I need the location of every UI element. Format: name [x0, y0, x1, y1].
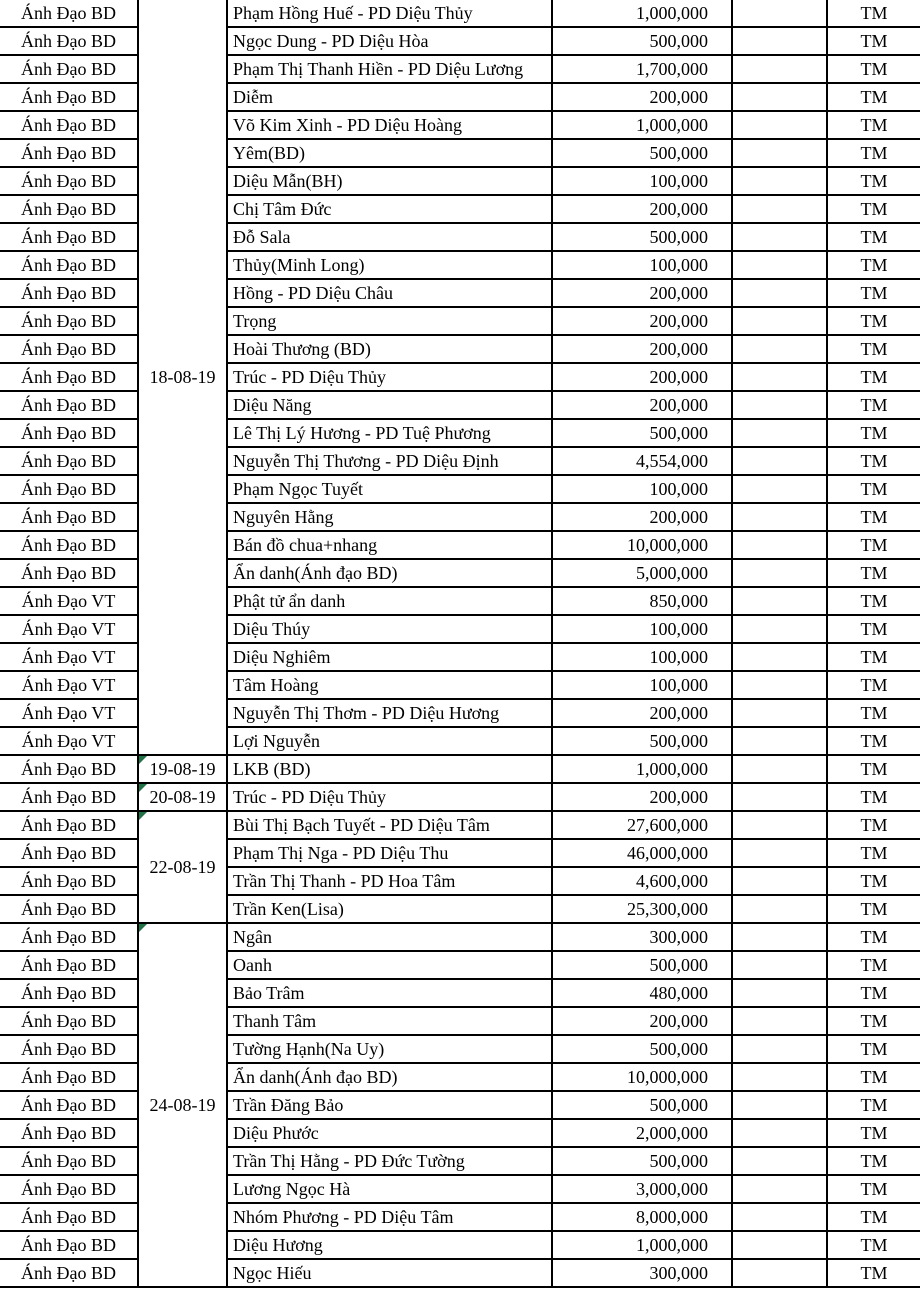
note-cell[interactable] — [733, 280, 828, 308]
group-cell[interactable]: Ánh Đạo BD — [0, 924, 139, 952]
table-row — [0, 224, 920, 252]
note-cell[interactable] — [733, 364, 828, 392]
amount-cell[interactable]: 200,000 — [553, 308, 733, 336]
note-cell[interactable] — [733, 84, 828, 112]
note-cell[interactable] — [733, 532, 828, 560]
amount-cell[interactable]: 27,600,000 — [553, 812, 733, 840]
amount-cell[interactable]: 4,554,000 — [553, 448, 733, 476]
payment-cell[interactable]: TM — [828, 728, 920, 756]
group-cell[interactable]: Ánh Đạo VT — [0, 700, 139, 728]
amount-cell[interactable]: 3,000,000 — [553, 1176, 733, 1204]
amount-cell[interactable]: 500,000 — [553, 728, 733, 756]
donor-cell[interactable]: Trúc - PD Diệu Thủy — [228, 364, 553, 392]
payment-cell[interactable]: TM — [828, 644, 920, 672]
date-label: 18-08-19 — [149, 367, 216, 387]
donor-cell[interactable]: Bùi Thị Bạch Tuyết - PD Diệu Tâm — [228, 812, 553, 840]
payment-cell[interactable]: TM — [828, 588, 920, 616]
table-row — [0, 672, 920, 700]
table-row — [0, 924, 920, 952]
note-cell[interactable] — [733, 420, 828, 448]
payment-cell[interactable]: TM — [828, 196, 920, 224]
note-cell[interactable] — [733, 140, 828, 168]
donor-cell[interactable]: Đỗ Sala — [228, 224, 553, 252]
payment-cell[interactable]: TM — [828, 1008, 920, 1036]
amount-cell[interactable]: 200,000 — [553, 336, 733, 364]
donor-cell[interactable]: Tâm Hoàng — [228, 672, 553, 700]
note-cell[interactable] — [733, 952, 828, 980]
donor-cell[interactable]: Tường Hạnh(Na Uy) — [228, 1036, 553, 1064]
donor-cell[interactable]: Diệu Hương — [228, 1232, 553, 1260]
error-flag-triangle-icon — [139, 784, 147, 792]
table-row — [0, 280, 920, 308]
group-cell[interactable]: Ánh Đạo BD — [0, 952, 139, 980]
note-cell[interactable] — [733, 0, 828, 28]
payment-cell[interactable]: TM — [828, 224, 920, 252]
group-cell[interactable]: Ánh Đạo BD — [0, 56, 139, 84]
group-cell[interactable]: Ánh Đạo BD — [0, 364, 139, 392]
amount-cell[interactable]: 500,000 — [553, 28, 733, 56]
amount-cell[interactable]: 500,000 — [553, 140, 733, 168]
donor-cell[interactable]: Ngân — [228, 924, 553, 952]
amount-cell[interactable]: 300,000 — [553, 924, 733, 952]
note-cell[interactable] — [733, 1092, 828, 1120]
amount-cell[interactable]: 500,000 — [553, 224, 733, 252]
table-row — [0, 784, 920, 812]
amount-cell[interactable]: 200,000 — [553, 784, 733, 812]
donor-cell[interactable]: Lương Ngọc Hà — [228, 1176, 553, 1204]
donor-cell[interactable]: LKB (BD) — [228, 756, 553, 784]
table-row — [0, 308, 920, 336]
table-row — [0, 420, 920, 448]
group-cell[interactable]: Ánh Đạo BD — [0, 1092, 139, 1120]
group-cell[interactable]: Ánh Đạo BD — [0, 504, 139, 532]
note-cell[interactable] — [733, 756, 828, 784]
group-cell[interactable]: Ánh Đạo BD — [0, 1008, 139, 1036]
note-cell[interactable] — [733, 560, 828, 588]
table-row — [0, 980, 920, 1008]
donor-cell[interactable]: Diệu Thúy — [228, 616, 553, 644]
group-cell[interactable]: Ánh Đạo BD — [0, 476, 139, 504]
donor-cell[interactable]: Phạm Ngọc Tuyết — [228, 476, 553, 504]
group-cell[interactable]: Ánh Đạo BD — [0, 448, 139, 476]
note-cell[interactable] — [733, 868, 828, 896]
table-row — [0, 112, 920, 140]
donor-cell[interactable]: Nhóm Phương - PD Diệu Tâm — [228, 1204, 553, 1232]
group-cell[interactable]: Ánh Đạo BD — [0, 756, 139, 784]
payment-cell[interactable]: TM — [828, 616, 920, 644]
amount-cell[interactable]: 1,700,000 — [553, 56, 733, 84]
table-row — [0, 1204, 920, 1232]
table-row — [0, 1064, 920, 1092]
donor-cell[interactable]: Trần Đăng Bảo — [228, 1092, 553, 1120]
note-cell[interactable] — [733, 392, 828, 420]
note-cell[interactable] — [733, 56, 828, 84]
payment-cell[interactable]: TM — [828, 448, 920, 476]
payment-cell[interactable]: TM — [828, 168, 920, 196]
payment-cell[interactable]: TM — [828, 840, 920, 868]
note-cell[interactable] — [733, 224, 828, 252]
amount-cell[interactable]: 500,000 — [553, 1092, 733, 1120]
table-row — [0, 392, 920, 420]
note-cell[interactable] — [733, 168, 828, 196]
date-cell[interactable] — [139, 924, 228, 1288]
table-row — [0, 336, 920, 364]
date-cell[interactable] — [139, 0, 228, 756]
amount-cell[interactable]: 500,000 — [553, 952, 733, 980]
table-row — [0, 504, 920, 532]
payment-cell[interactable]: TM — [828, 280, 920, 308]
group-cell[interactable]: Ánh Đạo VT — [0, 644, 139, 672]
table-row — [0, 1232, 920, 1260]
amount-cell[interactable]: 200,000 — [553, 280, 733, 308]
donor-cell[interactable]: Ngọc Dung - PD Diệu Hòa — [228, 28, 553, 56]
donor-cell[interactable]: Lê Thị Lý Hương - PD Tuệ Phương — [228, 420, 553, 448]
payment-cell[interactable]: TM — [828, 1260, 920, 1288]
amount-cell[interactable]: 500,000 — [553, 1036, 733, 1064]
table-row — [0, 84, 920, 112]
payment-cell[interactable]: TM — [828, 1232, 920, 1260]
amount-cell[interactable]: 4,600,000 — [553, 868, 733, 896]
table-row — [0, 868, 920, 896]
donor-cell[interactable]: Phạm Thị Nga - PD Diệu Thu — [228, 840, 553, 868]
date-label: 22-08-19 — [149, 857, 216, 877]
note-cell[interactable] — [733, 812, 828, 840]
note-cell[interactable] — [733, 308, 828, 336]
table-row — [0, 700, 920, 728]
payment-cell[interactable]: TM — [828, 784, 920, 812]
group-cell[interactable]: Ánh Đạo BD — [0, 868, 139, 896]
group-cell[interactable]: Ánh Đạo BD — [0, 280, 139, 308]
group-cell[interactable]: Ánh Đạo BD — [0, 224, 139, 252]
donor-cell[interactable]: Phạm Thị Thanh Hiền - PD Diệu Lương — [228, 56, 553, 84]
note-cell[interactable] — [733, 504, 828, 532]
table-row — [0, 812, 920, 840]
table-row — [0, 0, 920, 28]
group-cell[interactable]: Ánh Đạo BD — [0, 196, 139, 224]
donor-cell[interactable]: Nguyễn Thị Thơm - PD Diệu Hương — [228, 700, 553, 728]
table-row — [0, 140, 920, 168]
note-cell[interactable] — [733, 112, 828, 140]
donor-cell[interactable]: Ẩn danh(Ánh đạo BD) — [228, 560, 553, 588]
note-cell[interactable] — [733, 1176, 828, 1204]
donor-cell[interactable]: Trần Thị Thanh - PD Hoa Tâm — [228, 868, 553, 896]
amount-cell[interactable]: 200,000 — [553, 364, 733, 392]
group-cell[interactable]: Ánh Đạo BD — [0, 252, 139, 280]
group-cell[interactable]: Ánh Đạo BD — [0, 336, 139, 364]
group-cell[interactable]: Ánh Đạo BD — [0, 1204, 139, 1232]
amount-cell[interactable]: 200,000 — [553, 700, 733, 728]
payment-cell[interactable]: TM — [828, 756, 920, 784]
group-cell[interactable]: Ánh Đạo BD — [0, 980, 139, 1008]
note-cell[interactable] — [733, 924, 828, 952]
amount-cell[interactable]: 1,000,000 — [553, 1232, 733, 1260]
donor-cell[interactable]: Thủy(Minh Long) — [228, 252, 553, 280]
table-row — [0, 1148, 920, 1176]
payment-cell[interactable]: TM — [828, 84, 920, 112]
payment-cell[interactable]: TM — [828, 0, 920, 28]
note-cell[interactable] — [733, 728, 828, 756]
payment-cell[interactable]: TM — [828, 1148, 920, 1176]
payment-cell[interactable]: TM — [828, 112, 920, 140]
payment-cell[interactable]: TM — [828, 1176, 920, 1204]
table-row — [0, 756, 920, 784]
table-row — [0, 952, 920, 980]
amount-cell[interactable]: 1,000,000 — [553, 112, 733, 140]
date-cell[interactable] — [139, 784, 228, 812]
payment-cell[interactable]: TM — [828, 140, 920, 168]
note-cell[interactable] — [733, 672, 828, 700]
amount-cell[interactable]: 100,000 — [553, 252, 733, 280]
donor-cell[interactable]: Phật tử ẩn danh — [228, 588, 553, 616]
note-cell[interactable] — [733, 1036, 828, 1064]
amount-cell[interactable]: 200,000 — [553, 392, 733, 420]
table-row — [0, 476, 920, 504]
note-cell[interactable] — [733, 1148, 828, 1176]
group-cell[interactable]: Ánh Đạo BD — [0, 1176, 139, 1204]
note-cell[interactable] — [733, 1260, 828, 1288]
amount-cell[interactable]: 480,000 — [553, 980, 733, 1008]
donor-cell[interactable]: Thanh Tâm — [228, 1008, 553, 1036]
group-cell[interactable]: Ánh Đạo BD — [0, 896, 139, 924]
group-cell[interactable]: Ánh Đạo VT — [0, 616, 139, 644]
donor-cell[interactable]: Nguyễn Thị Thương - PD Diệu Định — [228, 448, 553, 476]
table-row — [0, 1092, 920, 1120]
donor-cell[interactable]: Chị Tâm Đức — [228, 196, 553, 224]
note-cell[interactable] — [733, 588, 828, 616]
donor-cell[interactable]: Hồng - PD Diệu Châu — [228, 280, 553, 308]
group-cell[interactable]: Ánh Đạo BD — [0, 560, 139, 588]
group-cell[interactable]: Ánh Đạo BD — [0, 532, 139, 560]
note-cell[interactable] — [733, 840, 828, 868]
donor-cell[interactable]: Diệu Phước — [228, 1120, 553, 1148]
date-label: 19-08-19 — [149, 759, 216, 779]
group-cell[interactable]: Ánh Đạo BD — [0, 112, 139, 140]
payment-cell[interactable]: TM — [828, 952, 920, 980]
payment-cell[interactable]: TM — [828, 812, 920, 840]
note-cell[interactable] — [733, 700, 828, 728]
amount-cell[interactable]: 100,000 — [553, 476, 733, 504]
table-row — [0, 448, 920, 476]
donor-cell[interactable]: Bán đồ chua+nhang — [228, 532, 553, 560]
amount-cell[interactable]: 25,300,000 — [553, 896, 733, 924]
amount-cell[interactable]: 10,000,000 — [553, 532, 733, 560]
table-row — [0, 588, 920, 616]
payment-cell[interactable]: TM — [828, 420, 920, 448]
date-cell[interactable] — [139, 756, 228, 784]
amount-cell[interactable]: 2,000,000 — [553, 1120, 733, 1148]
donor-cell[interactable]: Ẩn danh(Ánh đạo BD) — [228, 1064, 553, 1092]
amount-cell[interactable]: 10,000,000 — [553, 1064, 733, 1092]
table-row — [0, 196, 920, 224]
table-row — [0, 728, 920, 756]
group-cell[interactable]: Ánh Đạo VT — [0, 728, 139, 756]
note-cell[interactable] — [733, 1008, 828, 1036]
table-row — [0, 616, 920, 644]
amount-cell[interactable]: 1,000,000 — [553, 756, 733, 784]
table-row — [0, 1260, 920, 1288]
payment-cell[interactable]: TM — [828, 1036, 920, 1064]
donor-cell[interactable]: Trần Ken(Lisa) — [228, 896, 553, 924]
payment-cell[interactable]: TM — [828, 560, 920, 588]
payment-cell[interactable]: TM — [828, 252, 920, 280]
group-cell[interactable]: Ánh Đạo BD — [0, 1064, 139, 1092]
group-cell[interactable]: Ánh Đạo BD — [0, 392, 139, 420]
note-cell[interactable] — [733, 448, 828, 476]
donor-cell[interactable]: Diệu Năng — [228, 392, 553, 420]
payment-cell[interactable]: TM — [828, 868, 920, 896]
amount-cell[interactable]: 1,000,000 — [553, 0, 733, 28]
donor-cell[interactable]: Bảo Trâm — [228, 980, 553, 1008]
payment-cell[interactable]: TM — [828, 1204, 920, 1232]
table-row — [0, 28, 920, 56]
amount-cell[interactable]: 200,000 — [553, 84, 733, 112]
group-cell[interactable]: Ánh Đạo BD — [0, 1036, 139, 1064]
table-row — [0, 56, 920, 84]
note-cell[interactable] — [733, 1120, 828, 1148]
group-cell[interactable]: Ánh Đạo VT — [0, 672, 139, 700]
date-cell[interactable] — [139, 812, 228, 924]
payment-cell[interactable]: TM — [828, 1120, 920, 1148]
amount-cell[interactable]: 500,000 — [553, 1148, 733, 1176]
table-row — [0, 560, 920, 588]
donor-cell[interactable]: Trần Thị Hằng - PD Đức Tường — [228, 1148, 553, 1176]
amount-cell[interactable]: 850,000 — [553, 588, 733, 616]
note-cell[interactable] — [733, 980, 828, 1008]
payment-cell[interactable]: TM — [828, 28, 920, 56]
payment-cell[interactable]: TM — [828, 1064, 920, 1092]
amount-cell[interactable]: 300,000 — [553, 1260, 733, 1288]
amount-cell[interactable]: 100,000 — [553, 644, 733, 672]
note-cell[interactable] — [733, 336, 828, 364]
donor-cell[interactable]: Ngọc Hiếu — [228, 1260, 553, 1288]
table-row — [0, 644, 920, 672]
table-row — [0, 1036, 920, 1064]
payment-cell[interactable]: TM — [828, 1092, 920, 1120]
table-row — [0, 1008, 920, 1036]
donor-cell[interactable]: Diễm — [228, 84, 553, 112]
table-row — [0, 252, 920, 280]
amount-cell[interactable]: 100,000 — [553, 168, 733, 196]
amount-cell[interactable]: 46,000,000 — [553, 840, 733, 868]
payment-cell[interactable]: TM — [828, 476, 920, 504]
amount-cell[interactable]: 8,000,000 — [553, 1204, 733, 1232]
note-cell[interactable] — [733, 784, 828, 812]
table-row — [0, 896, 920, 924]
amount-cell[interactable]: 200,000 — [553, 504, 733, 532]
payment-cell[interactable]: TM — [828, 980, 920, 1008]
donor-cell[interactable]: Oanh — [228, 952, 553, 980]
group-cell[interactable]: Ánh Đạo BD — [0, 840, 139, 868]
amount-cell[interactable]: 5,000,000 — [553, 560, 733, 588]
group-cell[interactable]: Ánh Đạo BD — [0, 308, 139, 336]
donor-cell[interactable]: Diệu Mẫn(BH) — [228, 168, 553, 196]
donor-cell[interactable]: Diệu Nghiêm — [228, 644, 553, 672]
group-cell[interactable]: Ánh Đạo BD — [0, 1148, 139, 1176]
table-row — [0, 168, 920, 196]
note-cell[interactable] — [733, 644, 828, 672]
note-cell[interactable] — [733, 196, 828, 224]
payment-cell[interactable]: TM — [828, 504, 920, 532]
note-cell[interactable] — [733, 476, 828, 504]
payment-cell[interactable]: TM — [828, 672, 920, 700]
note-cell[interactable] — [733, 28, 828, 56]
donor-cell[interactable]: Lợi Nguyễn — [228, 728, 553, 756]
error-flag-triangle-icon — [139, 924, 147, 932]
donor-cell[interactable]: Võ Kim Xinh - PD Diệu Hoàng — [228, 112, 553, 140]
note-cell[interactable] — [733, 1204, 828, 1232]
note-cell[interactable] — [733, 1064, 828, 1092]
group-cell[interactable]: Ánh Đạo BD — [0, 1120, 139, 1148]
table-row — [0, 532, 920, 560]
error-flag-triangle-icon — [139, 812, 147, 820]
payment-cell[interactable]: TM — [828, 392, 920, 420]
payment-cell[interactable]: TM — [828, 896, 920, 924]
payment-cell[interactable]: TM — [828, 532, 920, 560]
donor-cell[interactable]: Trúc - PD Diệu Thủy — [228, 784, 553, 812]
group-cell[interactable]: Ánh Đạo BD — [0, 84, 139, 112]
group-cell[interactable]: Ánh Đạo VT — [0, 588, 139, 616]
group-cell[interactable]: Ánh Đạo BD — [0, 28, 139, 56]
group-cell[interactable]: Ánh Đạo BD — [0, 168, 139, 196]
group-cell[interactable]: Ánh Đạo BD — [0, 420, 139, 448]
table-row — [0, 840, 920, 868]
note-cell[interactable] — [733, 616, 828, 644]
donor-cell[interactable]: Trọng — [228, 308, 553, 336]
payment-cell[interactable]: TM — [828, 924, 920, 952]
error-flag-triangle-icon — [139, 756, 147, 764]
donor-cell[interactable]: Hoài Thương (BD) — [228, 336, 553, 364]
group-cell[interactable]: Ánh Đạo BD — [0, 812, 139, 840]
amount-cell[interactable]: 100,000 — [553, 672, 733, 700]
group-cell[interactable]: Ánh Đạo BD — [0, 1260, 139, 1288]
group-cell[interactable]: Ánh Đạo BD — [0, 140, 139, 168]
payment-cell[interactable]: TM — [828, 336, 920, 364]
amount-cell[interactable]: 500,000 — [553, 420, 733, 448]
group-cell[interactable]: Ánh Đạo BD — [0, 1232, 139, 1260]
payment-cell[interactable]: TM — [828, 308, 920, 336]
amount-cell[interactable]: 200,000 — [553, 1008, 733, 1036]
table-row — [0, 1120, 920, 1148]
note-cell[interactable] — [733, 1232, 828, 1260]
group-cell[interactable]: Ánh Đạo BD — [0, 0, 139, 28]
date-label: 24-08-19 — [149, 1095, 216, 1115]
donor-cell[interactable]: Yêm(BD) — [228, 140, 553, 168]
payment-cell[interactable]: TM — [828, 700, 920, 728]
date-label: 20-08-19 — [149, 787, 216, 807]
table-row — [0, 1176, 920, 1204]
group-cell[interactable]: Ánh Đạo BD — [0, 784, 139, 812]
donor-cell[interactable]: Nguyên Hằng — [228, 504, 553, 532]
note-cell[interactable] — [733, 252, 828, 280]
amount-cell[interactable]: 200,000 — [553, 196, 733, 224]
payment-cell[interactable]: TM — [828, 364, 920, 392]
note-cell[interactable] — [733, 896, 828, 924]
donor-cell[interactable]: Phạm Hồng Huế - PD Diệu Thủy — [228, 0, 553, 28]
table-row — [0, 364, 920, 392]
payment-cell[interactable]: TM — [828, 56, 920, 84]
amount-cell[interactable]: 100,000 — [553, 616, 733, 644]
